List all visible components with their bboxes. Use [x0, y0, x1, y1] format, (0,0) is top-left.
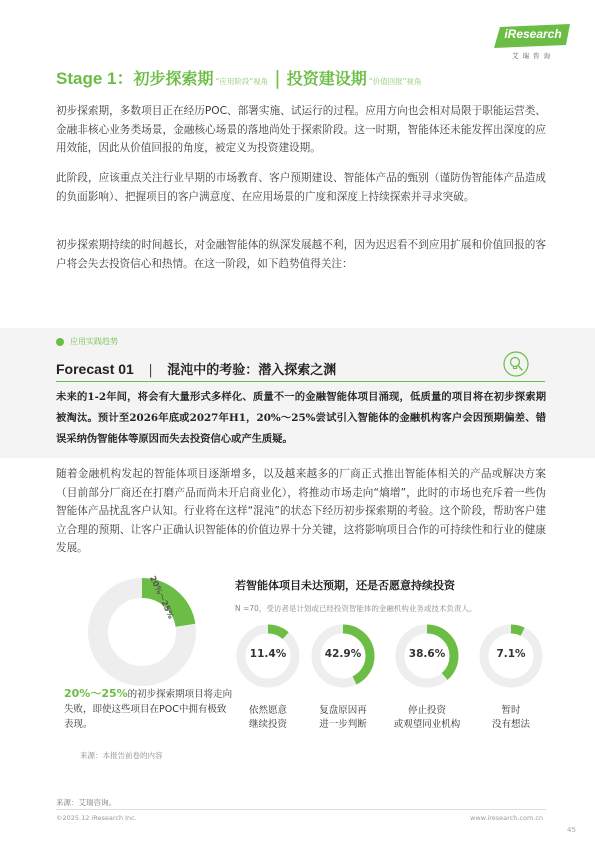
trend-label: 应用实践趋势: [70, 337, 118, 346]
stage-label: Stage 1：: [56, 69, 134, 88]
forecast-number: Forecast 01: [56, 361, 134, 377]
donut-label: 20%～25%: [147, 574, 176, 621]
survey-label-line1: 暂时: [501, 705, 521, 716]
survey-value: 11.4%: [249, 648, 287, 660]
survey-item: [390, 620, 464, 730]
title-separator: |: [274, 67, 281, 89]
survey-label: [474, 704, 548, 732]
survey-label-line1: 停止投资: [407, 705, 446, 716]
survey-item: [231, 620, 305, 730]
figure-source: 来源：本报告前卷的内容: [80, 751, 163, 760]
failure-note-text: 的初步探索期项目将走向失败，即使这些项目在POC中拥有极致表现。: [64, 689, 233, 730]
footer-source: 来源：艾瑞咨询。: [56, 798, 116, 807]
forecast-underline: [56, 381, 545, 382]
survey-label-line1: 复盘原因再: [319, 705, 367, 716]
footer-divider: [56, 809, 546, 810]
failure-share-donut: [82, 572, 202, 692]
survey-label-line1: 依然愿意: [248, 705, 287, 716]
survey-label: [390, 704, 464, 732]
page-title: [56, 64, 556, 89]
forecast-separator: |: [148, 363, 153, 378]
idea-search-icon: [503, 351, 529, 377]
logo-wordmark: iResearch: [504, 27, 562, 41]
footer-copyright: ©2025.12 iResearch Inc.: [56, 814, 137, 822]
paragraph-3: 初步探索期持续的时间越长，对金融智能体的纵深发展越不利，因为迟迟看不到应用扩展和价值回报的客户将会失去投资信心和热情。在这一阶段，如下趋势值得关注：: [56, 239, 546, 270]
page-number: 45: [567, 826, 576, 834]
stage2-subtitle: “价值回报”视角: [368, 77, 422, 86]
stage-name: 初步探索期: [133, 69, 214, 88]
survey-note: N =70，受访者是计划或已经投资智能体的金融机构业务或技术负责人。: [235, 604, 477, 613]
stage2-name: 投资建设期: [286, 69, 367, 88]
forecast-heading: [56, 359, 336, 378]
survey-item: [474, 620, 548, 730]
survey-label: [306, 704, 380, 732]
failure-note-highlight: 20%～25%: [64, 687, 128, 700]
paragraph-4: 随着金融机构发起的智能体项目逐渐增多，以及越来越多的厂商正式推出智能体相关的产品或解决方案（目前部分厂商还在打磨产品而尚未开启商业化），将推动市场走向“熵增”，此时的市场也充斥着一些伪智能体产品扰乱客户认知。行业将在这样“混沌”的状态下经历初步探索期的考验。这个阶段，帮助客户建立合理的预期、让客户正确认识智能体的价值边界十分关键，这将影响项目合作的可持续性和行业的健康发展。: [56, 468, 546, 554]
survey-title: 若智能体项目未达预期，还是否愿意持续投资: [235, 579, 455, 592]
paragraph-1: 初步探索期，多数项目正在经历POC、部署实施、试运行的过程。应用方向也会相对局限于职能运营类、金融非核心业务类场景，金融核心场景的落地尚处于探索阶段。这一时期，智能体还未能发挥出深度的应用效能，因此从价值回报的角度，被定义为投资建设期。: [56, 105, 546, 154]
survey-value: 42.9%: [324, 648, 362, 660]
stage-subtitle: “应用阶段”视角: [215, 77, 269, 86]
survey-value: 38.6%: [408, 648, 446, 660]
survey-label-line2: 继续投资: [248, 719, 287, 730]
failure-note: [64, 686, 234, 732]
survey-label-line2: 进一步判断: [319, 719, 367, 730]
forecast-quote: 未来的1-2年间，将会有大量形式多样化、质量不一的金融智能体项目涌现，低质量的项目将在初步探索期被淘汰。预计至2026年底或2027年H1，20%～25%尝试引入智能体的金融机构客户会因预期偏差、错误采纳伪智能体等原因而失去投资信心或产生质疑。: [56, 391, 546, 445]
iresearch-logo: [492, 24, 572, 64]
survey-label-line2: 或观望同业机构: [393, 719, 461, 730]
footer-url[interactable]: www.iresearch.com.cn: [470, 814, 544, 822]
forecast-title: 混沌中的考验：潜入探索之渊: [167, 363, 337, 378]
trend-dot: [56, 338, 64, 346]
survey-value: 7.1%: [496, 648, 526, 660]
survey-label: [231, 704, 305, 732]
survey-label-line2: 没有想法: [491, 719, 530, 730]
paragraph-2: 此阶段，应该重点关注行业早期的市场教育、客户预期建设、智能体产品的甄别（谨防伪智能体产品造成的负面影响）、把握项目的客户满意度、在应用场景的广度和深度上持续探索并寻求突破。: [56, 172, 546, 203]
survey-item: [306, 620, 380, 730]
logo-chinese: 艾瑞咨询: [512, 52, 554, 60]
